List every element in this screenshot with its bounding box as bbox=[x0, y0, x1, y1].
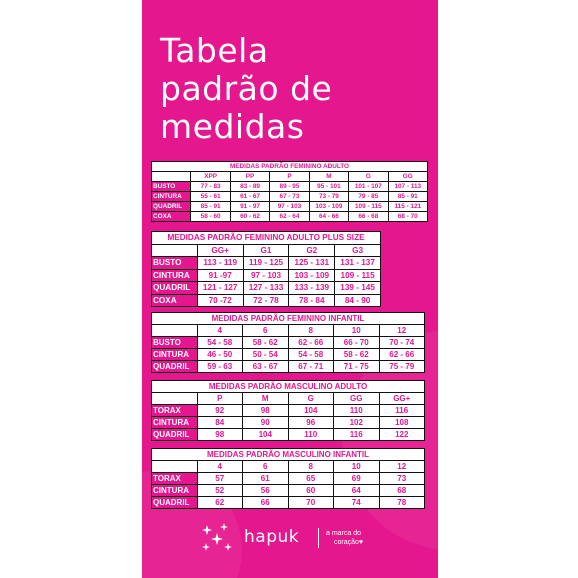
column-header: GG+ bbox=[197, 244, 243, 257]
table-cell: 122 bbox=[379, 429, 425, 441]
table-cell: 58 - 60 bbox=[191, 212, 230, 222]
stars-sparkle-icon bbox=[200, 523, 234, 553]
table-cell: 50 - 54 bbox=[243, 349, 289, 361]
table-cell: 109 - 115 bbox=[349, 202, 388, 212]
table-cell: 58 - 62 bbox=[243, 337, 289, 349]
table-cell: 54 - 58 bbox=[288, 349, 334, 361]
row-label: COXA bbox=[152, 294, 198, 307]
table-cell: 102 bbox=[334, 417, 380, 429]
table-cell: 92 bbox=[197, 405, 243, 417]
table-cell: 116 bbox=[334, 429, 380, 441]
table-caption: MEDIDAS PADRÃO FEMININO ADULTO bbox=[152, 162, 428, 172]
column-header: G1 bbox=[243, 244, 289, 257]
table-cell: 70 - 74 bbox=[379, 337, 425, 349]
table-cell: 85 - 91 bbox=[388, 192, 427, 202]
table-caption-row bbox=[152, 232, 381, 245]
table-header-row bbox=[152, 461, 425, 473]
table-row bbox=[152, 417, 425, 429]
table-cell: 97 - 103 bbox=[243, 269, 289, 282]
table-row bbox=[152, 202, 428, 212]
table-cell: 59 - 63 bbox=[197, 361, 243, 373]
table-cell: 125 - 131 bbox=[289, 257, 335, 270]
table-cell: 91 - 97 bbox=[230, 202, 269, 212]
table-row bbox=[152, 349, 425, 361]
column-header: 12 bbox=[379, 325, 425, 337]
column-header: P bbox=[270, 172, 309, 182]
table-cell: 139 - 145 bbox=[335, 282, 381, 295]
table-cell: 54 - 58 bbox=[197, 337, 243, 349]
table-cell: 72 - 78 bbox=[243, 294, 289, 307]
table-cell: 84 - 90 bbox=[335, 294, 381, 307]
column-header: G bbox=[349, 172, 388, 182]
row-label: QUADRIL bbox=[152, 202, 191, 212]
row-label: BUSTO bbox=[152, 257, 198, 270]
row-label: CINTURA bbox=[152, 192, 191, 202]
table-cell: 127 - 133 bbox=[243, 282, 289, 295]
brand-logo-text: hapuk bbox=[244, 527, 300, 547]
row-label: BUSTO bbox=[152, 337, 198, 349]
table-cell: 71 - 75 bbox=[334, 361, 380, 373]
column-header bbox=[152, 461, 198, 473]
row-label: COXA bbox=[152, 212, 191, 222]
table-cell: 58 - 62 bbox=[334, 349, 380, 361]
table-feminino-plus-size bbox=[151, 231, 381, 307]
table-cell: 110 bbox=[288, 429, 334, 441]
table-cell: 96 bbox=[288, 417, 334, 429]
table-row bbox=[152, 212, 428, 222]
table-row bbox=[152, 269, 381, 282]
table-cell: 62 - 66 bbox=[288, 337, 334, 349]
table-cell: 62 - 64 bbox=[270, 212, 309, 222]
tagline-line: coração♥ bbox=[334, 539, 364, 546]
column-header: PP bbox=[230, 172, 269, 182]
table-caption: MEDIDAS PADRÃO FEMININO INFANTIL bbox=[152, 313, 425, 325]
table-cell: 113 - 119 bbox=[197, 257, 243, 270]
table-cell: 84 bbox=[197, 417, 243, 429]
table-row bbox=[152, 294, 381, 307]
table-feminino-adulto bbox=[151, 161, 428, 222]
column-header: M bbox=[309, 172, 348, 182]
table-cell: 83 - 89 bbox=[230, 182, 269, 192]
table-cell: 62 - 66 bbox=[379, 349, 425, 361]
title-line: Tabela bbox=[160, 31, 269, 70]
table-row bbox=[152, 257, 381, 270]
table-cell: 67 - 73 bbox=[270, 192, 309, 202]
table-cell: 55 - 61 bbox=[191, 192, 230, 202]
table-masculino-infantil bbox=[151, 448, 425, 509]
table-cell: 79 - 85 bbox=[349, 192, 388, 202]
row-label: CINTURA bbox=[152, 485, 198, 497]
column-header: G3 bbox=[335, 244, 381, 257]
column-header: G bbox=[288, 393, 334, 405]
table-cell: 109 - 115 bbox=[335, 269, 381, 282]
row-label: TORAX bbox=[152, 473, 198, 485]
table-row bbox=[152, 405, 425, 417]
table-cell: 52 bbox=[197, 485, 243, 497]
column-header: M bbox=[243, 393, 289, 405]
table-caption-row bbox=[152, 162, 428, 172]
column-header: P bbox=[197, 393, 243, 405]
table-cell: 77 - 83 bbox=[191, 182, 230, 192]
table-cell: 70 bbox=[288, 497, 334, 509]
column-header: 6 bbox=[243, 461, 289, 473]
column-header bbox=[152, 172, 191, 182]
table-cell: 69 bbox=[334, 473, 380, 485]
page-title bbox=[160, 32, 332, 146]
row-label: TORAX bbox=[152, 405, 198, 417]
table-cell: 66 - 68 bbox=[349, 212, 388, 222]
column-header: 10 bbox=[334, 461, 380, 473]
table-caption-row bbox=[152, 381, 425, 393]
table-cell: 91 -97 bbox=[197, 269, 243, 282]
table-cell: 133 - 139 bbox=[289, 282, 335, 295]
table-cell: 78 - 84 bbox=[289, 294, 335, 307]
table-row bbox=[152, 192, 428, 202]
row-label: QUADRIL bbox=[152, 282, 198, 295]
table-cell: 119 - 125 bbox=[243, 257, 289, 270]
table-cell: 57 bbox=[197, 473, 243, 485]
table-cell: 73 bbox=[379, 473, 425, 485]
table-row bbox=[152, 361, 425, 373]
table-cell: 60 bbox=[288, 485, 334, 497]
row-label: CINTURA bbox=[152, 349, 198, 361]
table-cell: 104 bbox=[288, 405, 334, 417]
table-header-row bbox=[152, 172, 428, 182]
table-caption-row bbox=[152, 449, 425, 461]
row-label: CINTURA bbox=[152, 417, 198, 429]
table-caption: MEDIDAS PADRÃO FEMININO ADULTO PLUS SIZE bbox=[152, 232, 381, 245]
column-header bbox=[152, 244, 198, 257]
table-cell: 68 - 70 bbox=[388, 212, 427, 222]
table-row bbox=[152, 485, 425, 497]
tagline-line: a marca do bbox=[326, 530, 362, 537]
column-header: G2 bbox=[289, 244, 335, 257]
table-cell: 98 bbox=[243, 405, 289, 417]
table-masculino-adulto bbox=[151, 380, 425, 441]
table-cell: 131 - 137 bbox=[335, 257, 381, 270]
table-cell: 103 - 109 bbox=[309, 202, 348, 212]
column-header: 12 bbox=[379, 461, 425, 473]
table-row bbox=[152, 282, 381, 295]
table-cell: 60 - 62 bbox=[230, 212, 269, 222]
table-cell: 90 bbox=[243, 417, 289, 429]
brand-footer bbox=[200, 523, 400, 553]
table-cell: 64 - 66 bbox=[309, 212, 348, 222]
table-cell: 66 bbox=[243, 497, 289, 509]
table-cell: 63 - 67 bbox=[243, 361, 289, 373]
table-cell: 110 bbox=[334, 405, 380, 417]
table-cell: 104 bbox=[243, 429, 289, 441]
table-cell: 108 bbox=[379, 417, 425, 429]
table-cell: 95 - 101 bbox=[309, 182, 348, 192]
table-cell: 121 - 127 bbox=[197, 282, 243, 295]
table-cell: 56 bbox=[243, 485, 289, 497]
column-header: 6 bbox=[243, 325, 289, 337]
table-cell: 78 bbox=[379, 497, 425, 509]
table-caption: MEDIDAS PADRÃO MASCULINO ADULTO bbox=[152, 381, 425, 393]
row-label: BUSTO bbox=[152, 182, 191, 192]
column-header: GG bbox=[334, 393, 380, 405]
table-header-row bbox=[152, 325, 425, 337]
table-cell: 67 - 71 bbox=[288, 361, 334, 373]
table-cell: 62 bbox=[197, 497, 243, 509]
column-header: 8 bbox=[288, 461, 334, 473]
table-cell: 65 bbox=[288, 473, 334, 485]
column-header: 4 bbox=[197, 461, 243, 473]
column-header: 4 bbox=[197, 325, 243, 337]
table-cell: 61 bbox=[243, 473, 289, 485]
row-label: CINTURA bbox=[152, 269, 198, 282]
table-cell: 73 - 79 bbox=[309, 192, 348, 202]
title-line: medidas bbox=[160, 107, 305, 146]
table-cell: 98 bbox=[197, 429, 243, 441]
table-feminino-infantil bbox=[151, 312, 425, 373]
table-row bbox=[152, 473, 425, 485]
column-header: 10 bbox=[334, 325, 380, 337]
row-label: QUADRIL bbox=[152, 429, 198, 441]
table-cell: 89 - 95 bbox=[270, 182, 309, 192]
table-cell: 116 bbox=[379, 405, 425, 417]
table-cell: 74 bbox=[334, 497, 380, 509]
table-row bbox=[152, 337, 425, 349]
title-line: padrão de bbox=[160, 69, 333, 108]
brand-tagline bbox=[326, 529, 363, 547]
table-cell: 70 -72 bbox=[197, 294, 243, 307]
table-caption-row bbox=[152, 313, 425, 325]
column-header: GG+ bbox=[379, 393, 425, 405]
table-cell: 75 - 79 bbox=[379, 361, 425, 373]
column-header: XPP bbox=[191, 172, 230, 182]
table-cell: 97 - 103 bbox=[270, 202, 309, 212]
table-header-row bbox=[152, 393, 425, 405]
table-cell: 85 - 91 bbox=[191, 202, 230, 212]
size-chart-poster bbox=[142, 0, 438, 578]
table-cell: 107 - 113 bbox=[388, 182, 427, 192]
row-label: QUADRIL bbox=[152, 361, 198, 373]
column-header: GG bbox=[388, 172, 427, 182]
column-header bbox=[152, 325, 198, 337]
table-cell: 68 bbox=[379, 485, 425, 497]
table-caption: MEDIDAS PADRÃO MASCULINO INFANTIL bbox=[152, 449, 425, 461]
table-cell: 103 - 109 bbox=[289, 269, 335, 282]
column-header: 8 bbox=[288, 325, 334, 337]
table-row bbox=[152, 497, 425, 509]
table-row bbox=[152, 429, 425, 441]
table-cell: 115 - 121 bbox=[388, 202, 427, 212]
table-cell: 46 - 50 bbox=[197, 349, 243, 361]
table-header-row bbox=[152, 244, 381, 257]
row-label: QUADRIL bbox=[152, 497, 198, 509]
table-cell: 66 - 70 bbox=[334, 337, 380, 349]
table-cell: 64 bbox=[334, 485, 380, 497]
footer-divider bbox=[318, 528, 319, 548]
table-cell: 61 - 67 bbox=[230, 192, 269, 202]
table-cell: 101 - 107 bbox=[349, 182, 388, 192]
column-header bbox=[152, 393, 198, 405]
table-row bbox=[152, 182, 428, 192]
